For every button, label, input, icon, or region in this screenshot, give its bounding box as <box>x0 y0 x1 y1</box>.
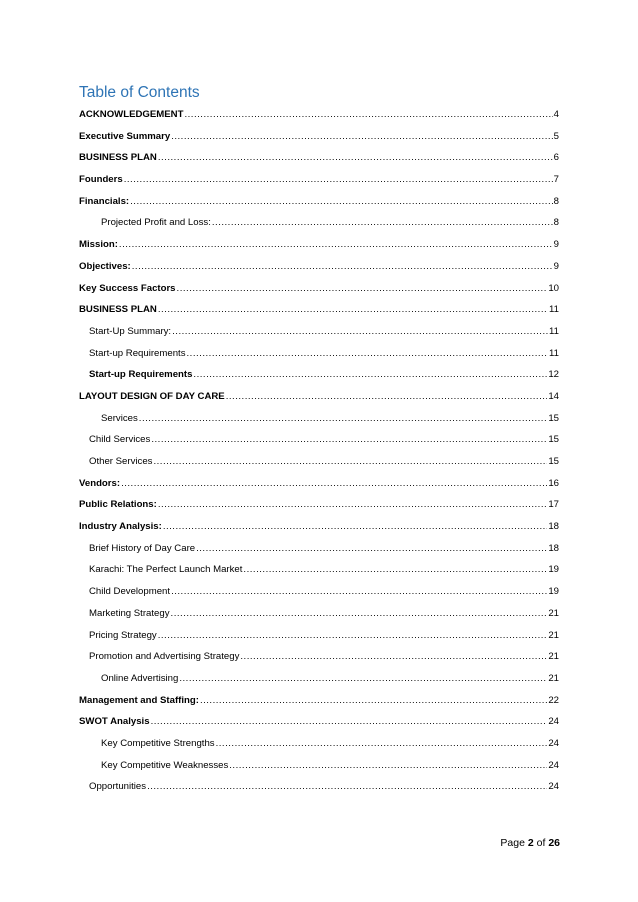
toc-dot-leader <box>124 174 553 185</box>
toc-dot-leader <box>171 608 548 619</box>
toc-entry-page-number: 24 <box>548 781 559 793</box>
toc-entry-page-number: 24 <box>548 737 559 749</box>
toc-entry-page-number: 10 <box>548 282 559 294</box>
toc-entry-label: Online Advertising <box>101 672 179 684</box>
toc-entry[interactable] <box>79 304 559 326</box>
toc-entry-label: Karachi: The Perfect Launch Market <box>89 564 243 576</box>
toc-entry-label: Start-up Requirements <box>89 369 193 381</box>
toc-dot-leader <box>119 239 553 250</box>
toc-entry[interactable] <box>79 630 559 652</box>
toc-entry-page-number: 19 <box>548 586 559 598</box>
toc-entry-label: Key Competitive Strengths <box>101 737 215 749</box>
toc-entry[interactable] <box>79 673 559 695</box>
toc-entry[interactable] <box>79 391 559 413</box>
toc-entry-label: Financials: <box>79 195 130 207</box>
toc-dot-leader <box>226 391 548 402</box>
toc-entry-label: Other Services <box>89 456 153 467</box>
toc-entry-label: Start-up Requirements <box>89 347 186 359</box>
toc-entry[interactable] <box>79 131 559 153</box>
toc-entry-label: Vendors: <box>79 477 121 489</box>
toc-entry-page-number: 9 <box>553 239 559 251</box>
toc-entry[interactable] <box>79 109 559 131</box>
toc-dot-leader <box>196 543 547 554</box>
toc-entry[interactable] <box>79 434 559 456</box>
toc-entry-label: Objectives: <box>79 260 131 272</box>
toc-entry[interactable] <box>79 326 559 348</box>
toc-entry[interactable] <box>79 564 559 586</box>
toc-entry-label: Marketing Strategy <box>89 607 170 619</box>
toc-dot-leader <box>151 434 547 445</box>
toc-dot-leader <box>187 348 549 359</box>
toc-dot-leader <box>130 196 553 207</box>
toc-entry-page-number: 21 <box>548 651 559 663</box>
toc-dot-leader <box>171 131 552 142</box>
toc-entry-page-number: 15 <box>548 456 559 467</box>
toc-entry-page-number: 12 <box>548 369 559 381</box>
toc-entry[interactable] <box>79 174 559 196</box>
toc-entry-label: Industry Analysis: <box>79 521 162 533</box>
toc-entry-label: Key Success Factors <box>79 282 176 294</box>
footer-middle: of <box>533 837 549 849</box>
toc-entry-page-number: 21 <box>548 672 559 684</box>
toc-entry-page-number: 11 <box>549 325 559 337</box>
toc-entry[interactable] <box>79 196 559 218</box>
toc-entry-page-number: 18 <box>548 521 559 533</box>
toc-entry-page-number: 19 <box>548 564 559 576</box>
toc-dot-leader <box>158 630 548 641</box>
toc-entry[interactable] <box>79 716 559 738</box>
toc-dot-leader <box>151 716 548 727</box>
toc-entry-label: Founders <box>79 174 123 186</box>
toc-entry[interactable] <box>79 760 559 782</box>
toc-entry-label: Public Relations: <box>79 499 157 511</box>
toc-entry-label: Brief History of Day Care <box>89 542 196 554</box>
toc-entry-page-number: 9 <box>553 260 559 272</box>
toc-entry-page-number: 21 <box>548 629 559 641</box>
toc-entry[interactable] <box>79 217 559 239</box>
footer-current-page: 2 <box>527 837 534 849</box>
toc-entry[interactable] <box>79 369 559 391</box>
footer-total-pages: 26 <box>548 837 560 849</box>
toc-entry[interactable] <box>79 348 559 370</box>
toc-entry-label: Executive Summary <box>79 130 171 142</box>
toc-entry-label: SWOT Analysis <box>79 716 150 728</box>
toc-dot-leader <box>216 738 548 749</box>
toc-dot-leader <box>200 695 547 706</box>
toc-entry-page-number: 17 <box>548 499 559 511</box>
toc-entry-label: ACKNOWLEDGEMENT <box>79 109 184 120</box>
toc-entry[interactable] <box>79 521 559 543</box>
toc-entry-page-number: 8 <box>553 217 559 229</box>
toc-dot-leader <box>153 456 547 467</box>
toc-entry[interactable] <box>79 499 559 521</box>
toc-dot-leader <box>177 283 548 294</box>
page-footer <box>500 837 560 849</box>
toc-entry[interactable] <box>79 152 559 174</box>
toc-entry-page-number: 6 <box>553 152 559 164</box>
toc-entry-label: Services <box>101 412 138 424</box>
toc-entry-page-number: 16 <box>548 477 559 489</box>
footer-prefix: Page <box>500 837 528 849</box>
toc-entry-page-number: 8 <box>553 195 559 207</box>
table-of-contents <box>79 109 559 803</box>
toc-dot-leader <box>158 304 548 315</box>
toc-dot-leader <box>147 781 547 792</box>
toc-dot-leader <box>163 521 548 532</box>
toc-entry-label: LAYOUT DESIGN OF DAY CARE <box>79 390 225 402</box>
toc-entry-label: Promotion and Advertising Strategy <box>89 651 240 663</box>
toc-entry[interactable] <box>79 651 559 673</box>
toc-entry[interactable] <box>79 781 559 803</box>
toc-dot-leader <box>193 369 547 380</box>
toc-entry-page-number: 4 <box>553 109 559 120</box>
toc-entry-page-number: 24 <box>548 759 559 771</box>
toc-entry-page-number: 15 <box>548 412 559 424</box>
toc-dot-leader <box>139 413 548 424</box>
toc-entry-label: BUSINESS PLAN <box>79 304 157 316</box>
toc-entry[interactable] <box>79 543 559 565</box>
toc-entry-label: Pricing Strategy <box>89 629 157 641</box>
toc-dot-leader <box>132 261 553 272</box>
toc-entry-label: Projected Profit and Loss: <box>101 217 211 229</box>
toc-entry-page-number: 21 <box>548 607 559 619</box>
toc-entry-page-number: 18 <box>548 542 559 554</box>
toc-entry-label: Key Competitive Weaknesses <box>101 759 229 771</box>
toc-entry[interactable] <box>79 478 559 500</box>
toc-dot-leader <box>212 217 553 228</box>
toc-entry[interactable] <box>79 695 559 717</box>
toc-entry-page-number: 11 <box>549 304 559 316</box>
toc-entry[interactable] <box>79 413 559 435</box>
toc-entry[interactable] <box>79 261 559 283</box>
toc-entry-label: Child Services <box>89 434 151 446</box>
toc-entry-page-number: 22 <box>548 694 559 706</box>
toc-dot-leader <box>240 651 547 662</box>
toc-dot-leader <box>172 326 548 337</box>
toc-dot-leader <box>229 760 547 771</box>
toc-entry-label: Start-Up Summary: <box>89 325 172 337</box>
toc-dot-leader <box>158 152 553 163</box>
toc-dot-leader <box>171 586 547 597</box>
toc-entry[interactable] <box>79 456 559 478</box>
toc-entry-page-number: 15 <box>548 434 559 446</box>
toc-title: Table of Contents <box>79 84 200 101</box>
toc-entry-label: BUSINESS PLAN <box>79 152 157 164</box>
toc-entry-label: Management and Staffing: <box>79 694 199 706</box>
toc-dot-leader <box>243 564 547 575</box>
toc-entry-page-number: 5 <box>553 130 559 142</box>
toc-entry-label: Mission: <box>79 239 118 251</box>
toc-entry-label: Child Development <box>89 586 171 598</box>
toc-dot-leader <box>121 478 547 489</box>
toc-dot-leader <box>184 109 552 120</box>
toc-dot-leader <box>179 673 547 684</box>
toc-entry[interactable] <box>79 586 559 608</box>
toc-entry[interactable] <box>79 608 559 630</box>
toc-entry-page-number: 14 <box>548 390 559 402</box>
toc-entry-label: Opportunities <box>89 781 147 793</box>
toc-dot-leader <box>158 499 548 510</box>
toc-entry[interactable] <box>79 283 559 305</box>
toc-entry[interactable] <box>79 738 559 760</box>
toc-entry[interactable] <box>79 239 559 261</box>
toc-entry-page-number: 11 <box>549 347 559 359</box>
toc-entry-page-number: 7 <box>553 174 559 186</box>
toc-entry-page-number: 24 <box>548 716 559 728</box>
